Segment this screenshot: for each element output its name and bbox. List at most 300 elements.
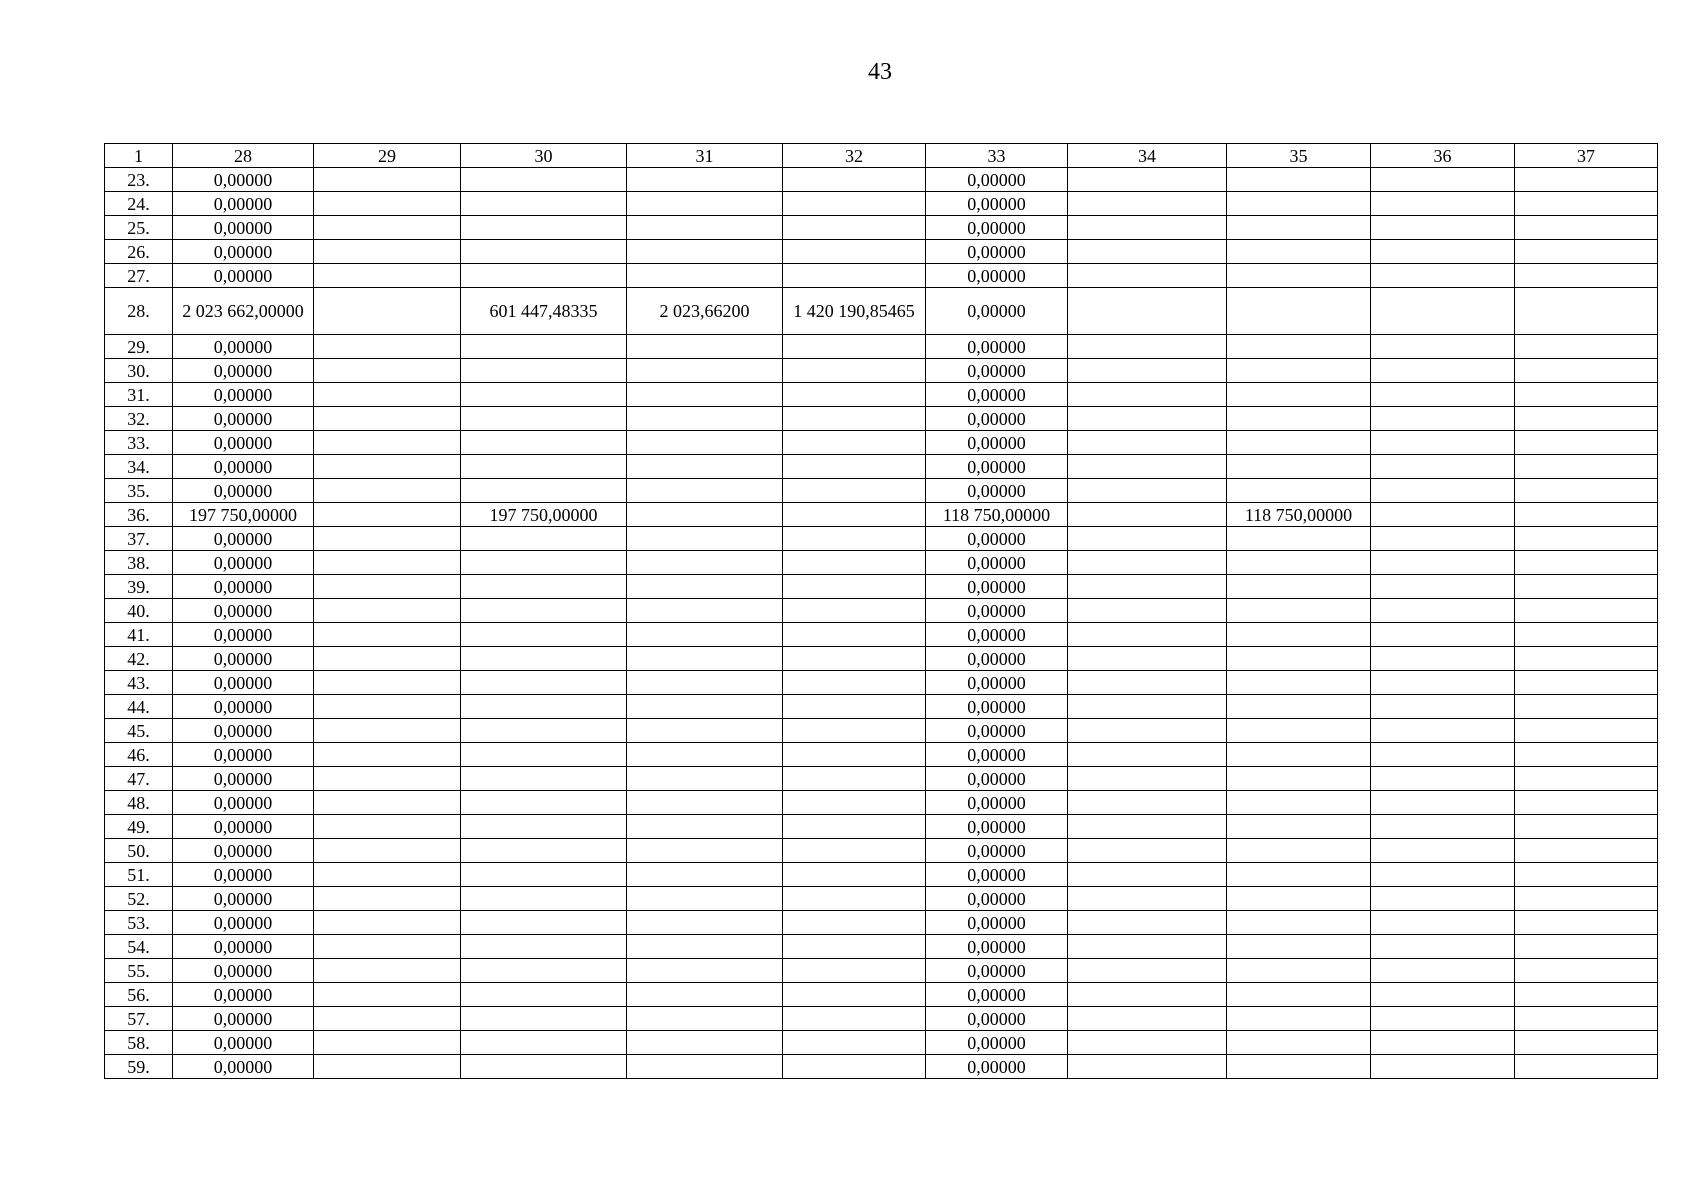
table-cell: 0,00000 (926, 192, 1068, 216)
table-cell (1227, 887, 1371, 911)
table-cell: 0,00000 (926, 551, 1068, 575)
table-cell (1515, 216, 1658, 240)
table-cell (627, 359, 783, 383)
row-number: 50. (105, 839, 173, 863)
table-cell: 0,00000 (173, 647, 314, 671)
table-cell (314, 791, 461, 815)
table-cell (1515, 1055, 1658, 1079)
table-cell (1515, 527, 1658, 551)
table-cell (783, 815, 926, 839)
table-cell (314, 240, 461, 264)
table-cell: 0,00000 (926, 599, 1068, 623)
table-row (105, 623, 1658, 647)
table-cell (627, 647, 783, 671)
table-cell (1227, 1031, 1371, 1055)
table-cell (1227, 671, 1371, 695)
table-cell (1227, 264, 1371, 288)
table-cell: 601 447,48335 (461, 288, 627, 335)
table-cell (627, 983, 783, 1007)
table-cell (1371, 623, 1515, 647)
table-row (105, 743, 1658, 767)
row-number: 35. (105, 479, 173, 503)
table-cell (783, 623, 926, 647)
table-cell (314, 815, 461, 839)
table-cell (1068, 264, 1227, 288)
row-number: 30. (105, 359, 173, 383)
table-cell: 0,00000 (926, 815, 1068, 839)
table-cell (314, 168, 461, 192)
row-number: 31. (105, 383, 173, 407)
table-cell (783, 216, 926, 240)
table-cell (1068, 383, 1227, 407)
table-cell (1371, 719, 1515, 743)
table-cell (1515, 551, 1658, 575)
table-cell (783, 863, 926, 887)
table-cell: 0,00000 (173, 863, 314, 887)
table-cell: 197 750,00000 (173, 503, 314, 527)
table-cell (461, 767, 627, 791)
table-cell (314, 695, 461, 719)
table-row (105, 935, 1658, 959)
table-cell: 0,00000 (173, 1055, 314, 1079)
table-cell (627, 1055, 783, 1079)
table-cell: 0,00000 (173, 959, 314, 983)
table-cell (314, 335, 461, 359)
table-cell (783, 383, 926, 407)
table-cell (1227, 383, 1371, 407)
table-cell (783, 335, 926, 359)
row-number: 41. (105, 623, 173, 647)
table-cell (1515, 791, 1658, 815)
table-cell (461, 671, 627, 695)
table-cell (461, 935, 627, 959)
table-cell (314, 288, 461, 335)
table-cell (1515, 887, 1658, 911)
table-cell (1371, 240, 1515, 264)
table-cell (783, 887, 926, 911)
table-cell (1371, 671, 1515, 695)
table-cell: 0,00000 (926, 743, 1068, 767)
table-cell (627, 815, 783, 839)
table-row (105, 719, 1658, 743)
table-cell (461, 407, 627, 431)
table-cell: 0,00000 (926, 359, 1068, 383)
column-header: 28 (173, 144, 314, 168)
row-number: 44. (105, 695, 173, 719)
table-cell (314, 479, 461, 503)
table-cell (1515, 431, 1658, 455)
table-cell (1227, 719, 1371, 743)
table-cell (1371, 791, 1515, 815)
table-cell: 0,00000 (926, 407, 1068, 431)
table-cell (1371, 887, 1515, 911)
table-cell (1227, 791, 1371, 815)
table-cell (783, 264, 926, 288)
table-cell (1515, 839, 1658, 863)
table-cell: 0,00000 (173, 1007, 314, 1031)
table-cell: 0,00000 (926, 887, 1068, 911)
table-cell: 0,00000 (926, 911, 1068, 935)
table-cell (1227, 407, 1371, 431)
table-cell (314, 671, 461, 695)
table-cell (461, 216, 627, 240)
table-cell (1515, 599, 1658, 623)
table-cell (314, 503, 461, 527)
row-number: 56. (105, 983, 173, 1007)
table-cell: 0,00000 (926, 240, 1068, 264)
table-cell: 0,00000 (926, 767, 1068, 791)
table-cell (1515, 863, 1658, 887)
row-number: 23. (105, 168, 173, 192)
table-cell (627, 192, 783, 216)
table-cell: 0,00000 (173, 575, 314, 599)
table-cell (1227, 431, 1371, 455)
table-cell (1227, 839, 1371, 863)
table-cell (461, 1007, 627, 1031)
table-row (105, 503, 1658, 527)
table-cell (1068, 216, 1227, 240)
table-cell: 0,00000 (173, 815, 314, 839)
table-cell: 0,00000 (926, 623, 1068, 647)
table-cell (1068, 623, 1227, 647)
table-cell (461, 983, 627, 1007)
table-cell (314, 359, 461, 383)
row-number: 48. (105, 791, 173, 815)
table-cell (627, 863, 783, 887)
table-cell (1371, 575, 1515, 599)
table-cell (783, 168, 926, 192)
table-cell (627, 743, 783, 767)
table-cell (783, 695, 926, 719)
table-cell (1371, 647, 1515, 671)
table-cell: 0,00000 (173, 695, 314, 719)
table-cell (314, 551, 461, 575)
table-row (105, 240, 1658, 264)
table-cell (461, 623, 627, 647)
table-row (105, 407, 1658, 431)
table-cell (783, 599, 926, 623)
row-number: 49. (105, 815, 173, 839)
table-cell (627, 599, 783, 623)
table-cell (1515, 671, 1658, 695)
table-cell: 118 750,00000 (926, 503, 1068, 527)
table-cell (627, 767, 783, 791)
table-cell (627, 959, 783, 983)
table-cell (1227, 815, 1371, 839)
table-cell (1227, 192, 1371, 216)
table-row (105, 551, 1658, 575)
table-row (105, 527, 1658, 551)
table-cell: 0,00000 (173, 791, 314, 815)
table-cell (1371, 551, 1515, 575)
table-cell (627, 216, 783, 240)
table-cell (627, 1031, 783, 1055)
table-cell (783, 791, 926, 815)
table-row (105, 335, 1658, 359)
table-cell: 0,00000 (173, 479, 314, 503)
table-cell (1068, 767, 1227, 791)
table-cell: 0,00000 (926, 1055, 1068, 1079)
column-header: 35 (1227, 144, 1371, 168)
table-cell: 0,00000 (173, 264, 314, 288)
table-cell (461, 599, 627, 623)
table-row (105, 671, 1658, 695)
table-cell (1227, 527, 1371, 551)
table-cell (314, 431, 461, 455)
table-cell (627, 575, 783, 599)
table-cell (783, 719, 926, 743)
table-cell (1068, 863, 1227, 887)
table-cell: 0,00000 (173, 887, 314, 911)
table-cell (461, 455, 627, 479)
table-cell (1227, 647, 1371, 671)
table-cell: 0,00000 (173, 623, 314, 647)
table-row (105, 1031, 1658, 1055)
table-cell (783, 959, 926, 983)
table-cell (1371, 264, 1515, 288)
table-cell (1227, 479, 1371, 503)
table-cell (627, 887, 783, 911)
table-cell (461, 743, 627, 767)
table-cell (783, 743, 926, 767)
table-cell (314, 455, 461, 479)
table-cell (1068, 791, 1227, 815)
table-cell (1068, 1055, 1227, 1079)
table-cell (1515, 623, 1658, 647)
table-cell (1068, 983, 1227, 1007)
table-cell (1515, 407, 1658, 431)
table-cell (627, 911, 783, 935)
table-cell (783, 839, 926, 863)
page-number: 43 (868, 59, 892, 85)
table-cell (1371, 983, 1515, 1007)
table-cell (461, 575, 627, 599)
table-row (105, 647, 1658, 671)
table-cell (1515, 192, 1658, 216)
table-cell: 0,00000 (173, 527, 314, 551)
table-cell (1371, 815, 1515, 839)
table-cell (314, 863, 461, 887)
table-cell: 0,00000 (173, 383, 314, 407)
table-cell (627, 527, 783, 551)
table-cell: 0,00000 (926, 168, 1068, 192)
table-cell (461, 839, 627, 863)
row-number: 58. (105, 1031, 173, 1055)
column-header: 37 (1515, 144, 1658, 168)
row-number: 37. (105, 527, 173, 551)
table-cell (1227, 767, 1371, 791)
table-cell (1068, 431, 1227, 455)
table-cell: 0,00000 (926, 719, 1068, 743)
table-cell (1515, 383, 1658, 407)
table-cell (1371, 527, 1515, 551)
table-cell (314, 1055, 461, 1079)
table-cell (1227, 551, 1371, 575)
table-cell (627, 240, 783, 264)
table-cell (1068, 959, 1227, 983)
table-cell (1068, 335, 1227, 359)
table-cell (1068, 695, 1227, 719)
row-number: 27. (105, 264, 173, 288)
table-cell (314, 647, 461, 671)
table-cell (1515, 767, 1658, 791)
table-cell (1371, 503, 1515, 527)
table-row (105, 695, 1658, 719)
table-cell: 0,00000 (926, 791, 1068, 815)
table-cell (1515, 575, 1658, 599)
table-cell: 0,00000 (173, 935, 314, 959)
table-cell (1371, 935, 1515, 959)
table-cell: 0,00000 (926, 959, 1068, 983)
column-header: 33 (926, 144, 1068, 168)
table-cell (783, 407, 926, 431)
table-cell: 0,00000 (926, 647, 1068, 671)
table-cell: 0,00000 (926, 455, 1068, 479)
row-number: 55. (105, 959, 173, 983)
table-cell (783, 431, 926, 455)
table-cell (783, 359, 926, 383)
table-cell: 0,00000 (173, 551, 314, 575)
table-cell (1371, 335, 1515, 359)
table-cell: 0,00000 (926, 863, 1068, 887)
table-cell: 0,00000 (173, 767, 314, 791)
table-cell (1227, 911, 1371, 935)
table-cell (1068, 743, 1227, 767)
table-cell (1068, 671, 1227, 695)
data-table (104, 143, 1658, 1079)
row-number: 51. (105, 863, 173, 887)
table-cell: 0,00000 (926, 983, 1068, 1007)
row-number: 54. (105, 935, 173, 959)
row-number: 36. (105, 503, 173, 527)
table-cell (461, 911, 627, 935)
row-number: 39. (105, 575, 173, 599)
table-cell: 0,00000 (926, 1031, 1068, 1055)
table-cell (314, 1031, 461, 1055)
table-cell (1068, 359, 1227, 383)
table-cell: 0,00000 (173, 983, 314, 1007)
table-cell (1227, 335, 1371, 359)
table-cell (783, 192, 926, 216)
table-cell (627, 168, 783, 192)
column-header: 36 (1371, 144, 1515, 168)
table-cell (314, 575, 461, 599)
table-cell (1068, 407, 1227, 431)
table-row (105, 599, 1658, 623)
table-cell (461, 719, 627, 743)
row-number: 34. (105, 455, 173, 479)
table-cell (783, 527, 926, 551)
table-cell (1371, 839, 1515, 863)
table-row (105, 168, 1658, 192)
table-cell (1068, 1031, 1227, 1055)
row-number: 45. (105, 719, 173, 743)
table-cell (1515, 479, 1658, 503)
table-cell (1227, 455, 1371, 479)
table-cell: 0,00000 (173, 599, 314, 623)
table-cell: 0,00000 (926, 839, 1068, 863)
table-cell: 0,00000 (926, 288, 1068, 335)
table-cell (1515, 719, 1658, 743)
table-cell (1068, 1007, 1227, 1031)
table-body (105, 168, 1658, 1079)
table-cell (1371, 959, 1515, 983)
table-cell (1227, 935, 1371, 959)
table-cell (1227, 1007, 1371, 1031)
table-row (105, 767, 1658, 791)
table-cell (1515, 983, 1658, 1007)
table-cell (461, 168, 627, 192)
table-cell (461, 383, 627, 407)
table-cell (627, 383, 783, 407)
table-cell (1068, 935, 1227, 959)
table-cell (1371, 1007, 1515, 1031)
table-row (105, 359, 1658, 383)
table-cell: 0,00000 (173, 743, 314, 767)
table-cell: 197 750,00000 (461, 503, 627, 527)
table-cell (1068, 455, 1227, 479)
table-cell: 0,00000 (926, 335, 1068, 359)
table-cell: 0,00000 (173, 719, 314, 743)
table-cell: 0,00000 (926, 1007, 1068, 1031)
table-cell (1227, 288, 1371, 335)
column-header: 30 (461, 144, 627, 168)
table-cell (1227, 168, 1371, 192)
table-cell: 0,00000 (173, 839, 314, 863)
table-cell (1371, 1055, 1515, 1079)
table-cell: 0,00000 (926, 935, 1068, 959)
table-cell: 0,00000 (173, 671, 314, 695)
table-cell (314, 911, 461, 935)
row-number: 33. (105, 431, 173, 455)
table-cell: 0,00000 (926, 527, 1068, 551)
row-number: 29. (105, 335, 173, 359)
table-cell (461, 240, 627, 264)
table-cell (783, 1055, 926, 1079)
table-cell (1227, 240, 1371, 264)
row-number: 32. (105, 407, 173, 431)
table-cell: 0,00000 (173, 455, 314, 479)
table-cell (1068, 192, 1227, 216)
row-number: 25. (105, 216, 173, 240)
table-cell (627, 431, 783, 455)
row-number: 59. (105, 1055, 173, 1079)
table-cell (1515, 815, 1658, 839)
table-cell (627, 479, 783, 503)
table-cell (314, 599, 461, 623)
row-number: 52. (105, 887, 173, 911)
table-cell (1068, 288, 1227, 335)
table-cell: 0,00000 (173, 335, 314, 359)
table-cell (627, 503, 783, 527)
table-cell (783, 575, 926, 599)
table-row (105, 1055, 1658, 1079)
table-cell (1068, 503, 1227, 527)
table-cell (461, 192, 627, 216)
row-number: 43. (105, 671, 173, 695)
table-row (105, 959, 1658, 983)
table-row (105, 288, 1658, 335)
table-cell (1068, 551, 1227, 575)
table-cell (314, 192, 461, 216)
column-header: 29 (314, 144, 461, 168)
table-cell: 118 750,00000 (1227, 503, 1371, 527)
table-cell: 2 023 662,00000 (173, 288, 314, 335)
table-cell (1371, 863, 1515, 887)
table-cell (1515, 1031, 1658, 1055)
table-cell: 0,00000 (173, 1031, 314, 1055)
table-cell (1068, 240, 1227, 264)
